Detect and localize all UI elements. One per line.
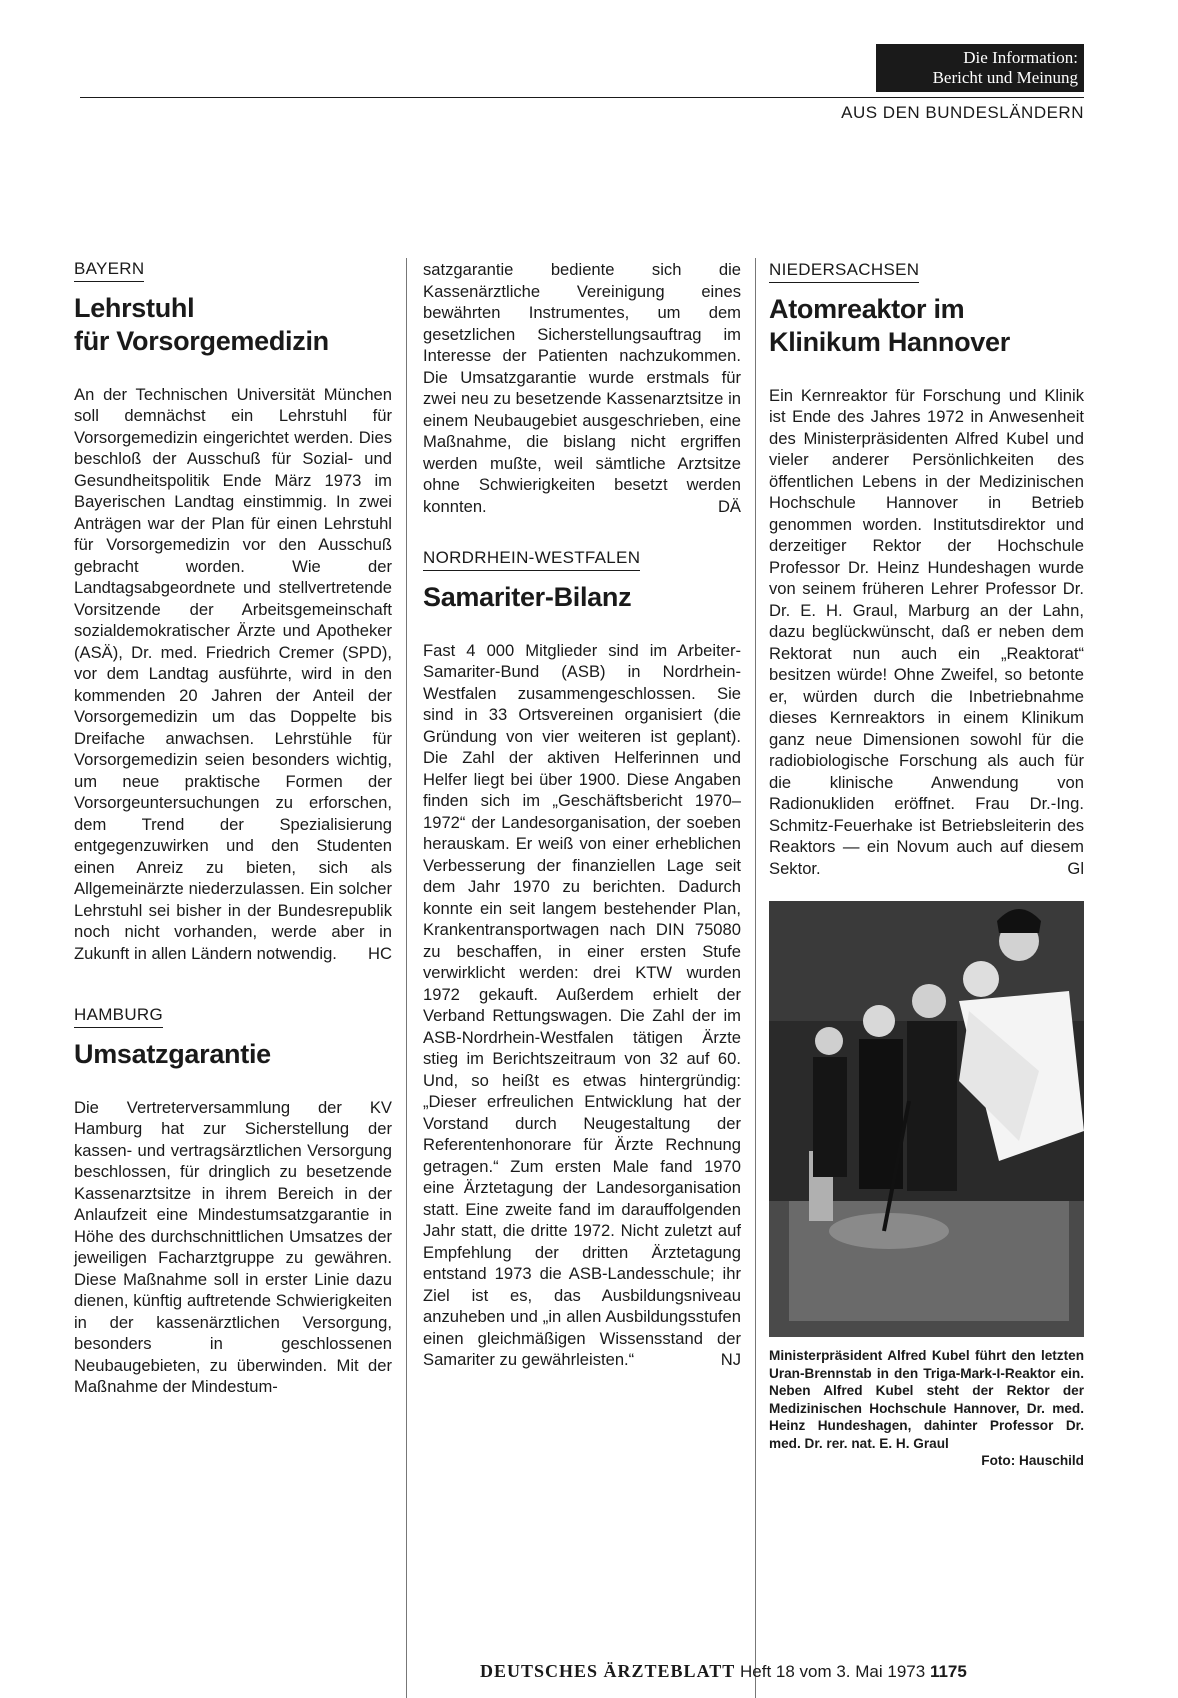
article-text: Ein Kernreaktor für Forschung und Klinik ist Ende des Jahres 1972 in Anwesenheit des Ministerpräsidenten Alfred Kubel und vieler anderer Persönlichkeiten des öffentlichen Lebens in der Medizinischen Hochschule Hannover in Betrieb genommen worden. Institutsdirektor und derzeitiger Rektor der Hochschule Professor Dr. Heinz Hundeshagen wurde von seinem früheren Lehrer Professor Dr. Dr. E. H. Graul, Marburg an der Lahn, dazu beglückwünscht, daß er neben dem Rektorat nun auch ein „Reaktorat“ besitzen würde! Ohne Zweifel, so betonte er, würden durch die Inbetriebnahme dieses Kernreaktors in einem Klinikum ganz neue Dimensionen sowohl für die radiobiologische Forschung als auch für die klinische Anwendung von Radionukliden eröffnet. Frau Dr.-Ing. Schmitz-Feuerhake ist Betriebsleiterin des Reaktors — ein Novum auch auf diesem Sektor. — [769, 385, 1084, 878]
section-heading: AUS DEN BUNDESLÄNDERN — [841, 103, 1084, 122]
page-footer — [480, 1661, 967, 1682]
article-body-umsatzgarantie: Die Vertreterversammlung der KV Hamburg hat zur Sicherstellung der kassen- und vertragsärztlichen Versorgung beschlossen, für dringlich zu besetzende Kassenarztsitze in ihrem Bereich in der Anlaufzeit eine Mindestumsatzgarantie in Höhe des durchschnittlichen Umsatzes der jeweiligen Facharztgruppe zu gewähren. Diese Maßnahme soll in erster Linie dazu dienen, künftig auftretende Schwierigkeiten in der kassenärztlichen Versorgung, besonders in geschlossenen Neubaugebieten, zu überwinden. Mit der Maßnahme der Mindestum- — [74, 1097, 392, 1396]
header-label-line1: Die Information: — [963, 48, 1078, 67]
article-title-lehrstuhl — [74, 292, 392, 358]
article-text: satzgarantie bediente sich die Kassenärztliche Vereinigung eines bewährten Instrumentes, um dem gesetzlichen Sicherstellungsauftrag im Interesse der Patienten nachzukommen. Die Umsatzgarantie wurde erstmals für zwei neu zu besetzende Kassenarztsitze in einem Neubaugebiet ausgeschrieben, eine Maßnahme, die bislang nicht ergriffen werden mußte, weil sämtliche Arztsitze ohne Schwierigkeiten besetzt werden konnten. — [423, 260, 741, 516]
article-body-atomreaktor — [769, 385, 1084, 880]
article-body-umsatzgarantie-continued — [423, 259, 741, 517]
news-photo — [769, 901, 1084, 1337]
article-title-samariter-bilanz: Samariter-Bilanz — [423, 581, 632, 612]
column-divider-2 — [755, 258, 756, 1698]
issue-info: Heft 18 vom 3. Mai 1973 — [739, 1662, 926, 1681]
column-3 — [769, 259, 1084, 1470]
header-label-box — [876, 44, 1084, 92]
article-text: Fast 4 000 Mitglieder sind im Arbeiter-Samariter-Bund (ASB) in Nordrhein-Westfalen zusammengeschlossen. Sie sind in 33 Ortsvereinen organisiert (die Gründung von vier weiteren ist geplant). Die Zahl der aktiven Helferinnen und Helfer liegt bei über 1900. Diese Angaben finden sich im „Geschäftsbericht 1970–1972“ der Landesorganisation, der soeben herauskam. Er weiß von einer erheblichen Verbesserung der finanziellen Lage seit dem Jahr 1970 zu berichten. Dadurch konnte ein seit langem bestehender Plan, Krankentransportwagen nach DIN 75080 zu beschaffen, in einer ersten Stufe verwirklicht werden: drei KTW wurden 1972 gekauft. Außerdem erhielt der Verband Rettungswagen. Die Zahl der im ASB-Nordrhein-Westfalen tätigen Ärzte stieg im Berichtszeitraum von 32 auf 60. Und, so heißt es etwas hintergründig: „Dieser erfreulichen Entwicklung hat der Vorstand durch Neugestaltung der Referentenhonorare für Ärzte Rechnung getragen.“ Zum ersten Male fand 1970 eine Ärztetagung der Landesorganisation statt. Eine zweite fand im darauffolgenden Jahr statt, die dritte 1972. Nicht zuletzt auf Empfehlung der dritten Ärztetagung entstand 1973 die ASB-Landesschule; ihr Ziel ist es, das Ausbildungsniveau anzuheben und „in allen Ausbildungsstufen einen gleichmäßigen Wissensstand der Samariter zu gewährleisten.“ — [423, 640, 741, 1369]
article-body-samariter-bilanz — [423, 640, 741, 1371]
region-label-niedersachsen: NIEDERSACHSEN — [769, 259, 919, 283]
photo-caption-text: Ministerpräsident Alfred Kubel führt den letzten Uran-Brennstab in den Triga-Mark-I-Reaktor ein. Neben Alfred Kubel steht der Rektor der Medizinischen Hochschule Hannover, Dr. med. Heinz Hundeshagen, dahinter Professor Dr. med. Dr. rer. nat. E. H. Graul — [769, 1348, 1084, 1451]
region-label-hamburg: HAMBURG — [74, 1004, 163, 1028]
news-photo-illustration — [769, 901, 1084, 1337]
author-signature: NJ — [720, 1350, 741, 1369]
region-label-nordrhein-westfalen: NORDRHEIN-WESTFALEN — [423, 547, 640, 571]
photo-credit: Foto: Hauschild — [981, 1453, 1084, 1468]
author-signature: HC — [368, 943, 392, 963]
photo-caption — [769, 1347, 1084, 1470]
article-title-line: Atomreaktor im — [769, 293, 965, 324]
region-label-bayern: BAYERN — [74, 258, 144, 282]
article-title-umsatzgarantie: Umsatzgarantie — [74, 1038, 271, 1069]
article-title-line: Lehrstuhl — [74, 292, 195, 323]
header-label-line2: Bericht und Meinung — [932, 68, 1078, 87]
header-rule — [80, 97, 1084, 98]
article-title-line: Klinikum Hannover — [769, 326, 1010, 357]
column-divider-1 — [406, 258, 407, 1698]
article-body-lehrstuhl — [74, 384, 392, 965]
author-signature: DÄ — [717, 496, 741, 516]
article-text: An der Technischen Universität München soll demnächst ein Lehrstuhl für Vorsorgemedizin eingerichtet werden. Dies beschloß der Ausschuß für Sozial- und Gesundheitspolitik Ende März 1973 im Bayerischen Landtag einstimmig. In zwei Anträgen war der Plan für einen Lehrstuhl für Vorsorgemedizin vor den Ausschuß gebracht worden. Wie der Landtagsabgeordnete und stellvertretende Vorsitzende der Arbeitsgemeinschaft sozialdemokratischer Ärzte und Apotheker (ASÄ), Dr. med. Friedrich Cremer (SPD), vor dem Landtag ausführte, wird in den kommenden 20 Jahren der Anteil der Vorsorgemedizin um das Doppelte bis Dreifache anwachsen. Lehrstühle für Vorsorgemedizin seien besonders wichtig, um neue praktische Formen der Vorsorgeuntersuchungen zu erforschen, dem Trend der Spezialisierung entgegenzuwirken und den Studenten einen Anreiz zu bieten, sich als Allgemeinärzte niederzulassen. Ein solcher Lehrstuhl sei bisher in der Bundesrepublik noch nicht vorhanden, werde aber in Zukunft in allen Ländern notwendig. — [74, 384, 392, 963]
column-1 — [74, 258, 392, 1398]
article-title-atomreaktor — [769, 293, 1084, 359]
author-signature: Gl — [1067, 858, 1084, 878]
column-2 — [423, 259, 741, 1371]
article-title-line: für Vorsorgemedizin — [74, 325, 329, 356]
publication-name: DEUTSCHES ÄRZTEBLATT — [480, 1661, 736, 1681]
page-number: 1175 — [929, 1662, 967, 1681]
